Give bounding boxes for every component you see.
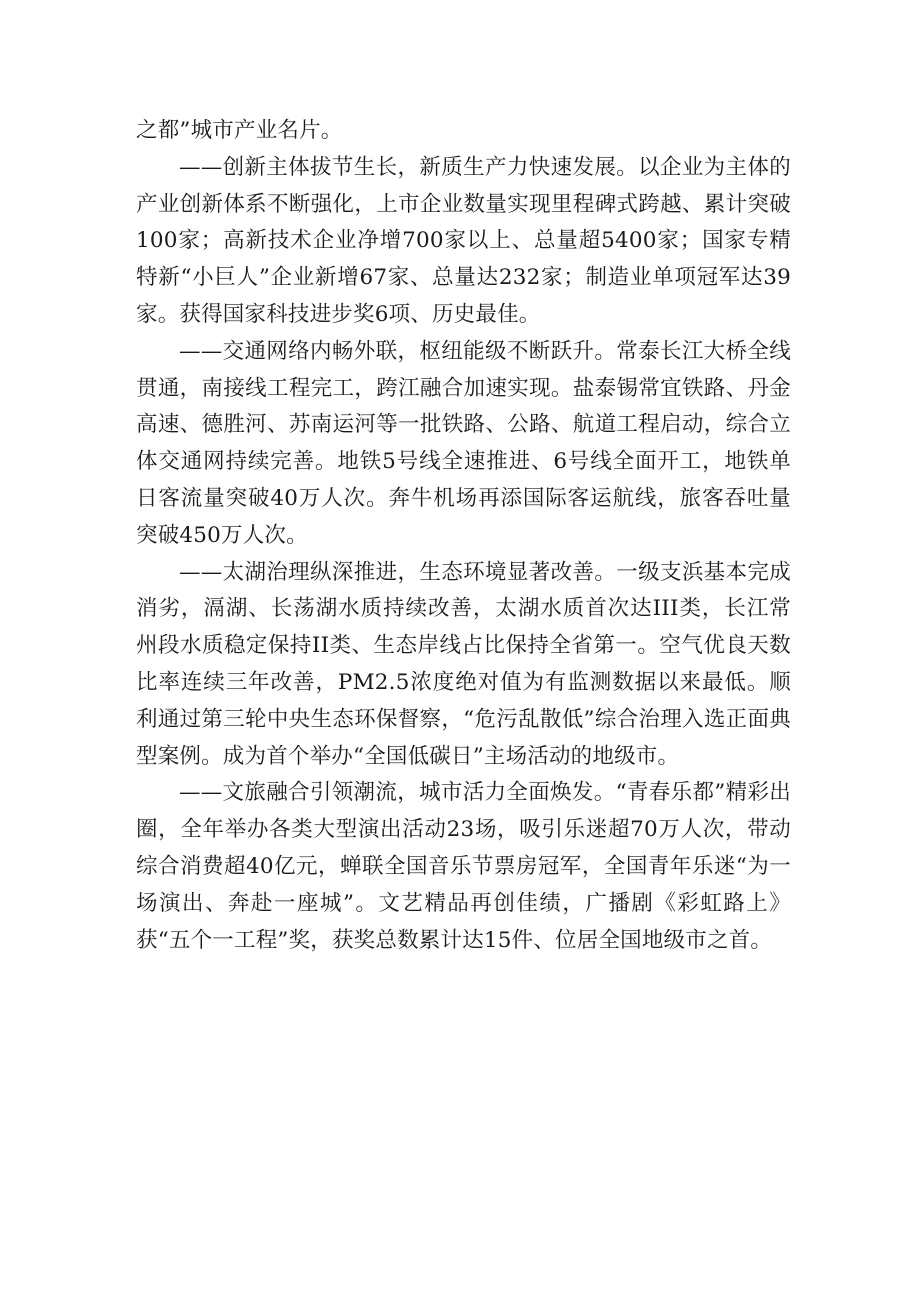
paragraph-innovation: ——创新主体拔节生长，新质生产力快速发展。以企业为主体的产业创新体系不断强化，上市企业数量实现里程碑式跨越、累计突破100家；高新技术企业净增700家以上、总量超5400家；国家专精特新“小巨人”企业新增67家、总量达232家；制造业单项冠军达39家。获得国家科技进步奖6项、历史最佳。	[136, 154, 791, 327]
paragraph-ecology: ——太湖治理纵深推进，生态环境显著改善。一级支浜基本完成消劣，滆湖、长荡湖水质持续改善，太湖水质首次达III类，长江常州段水质稳定保持II类、生态岸线占比保持全省第一。空气优良天数比率连续三年改善，PM2.5浓度绝对值为有监测数据以来最低。顺利通过第三轮中央生态环保督察，“危污乱散低”综合治理入选正面典型案例。成为首个举办“全国低碳日”主场活动的地级市。	[136, 559, 791, 769]
paragraph-transport: ——交通网络内畅外联，枢纽能级不断跃升。常泰长江大桥全线贯通，南接线工程完工，跨江融合加速实现。盐泰锡常宜铁路、丹金高速、德胜河、苏南运河等一批铁路、公路、航道工程启动，综合立体交通网持续完善。地铁5号线全速推进、6号线全面开工，地铁单日客流量突破40万人次。奔牛机场再添国际客运航线，旅客吞吐量突破450万人次。	[136, 338, 791, 548]
paragraph-continuation: 之都”城市产业名片。	[136, 118, 343, 143]
paragraph-culture-tourism: ——文旅融合引领潮流，城市活力全面焕发。“青春乐都”精彩出圈，全年举办各类大型演出活动23场，吸引乐迷超70万人次，带动综合消费超40亿元，蝉联全国音乐节票房冠军，全国青年乐迷“为一场演出、奔赴一座城”。文艺精品再创佳绩，广播剧《彩虹路上》获“五个一工程”奖，获奖总数累计达15件、位居全国地级市之首。	[136, 780, 791, 953]
document-body	[136, 113, 791, 959]
